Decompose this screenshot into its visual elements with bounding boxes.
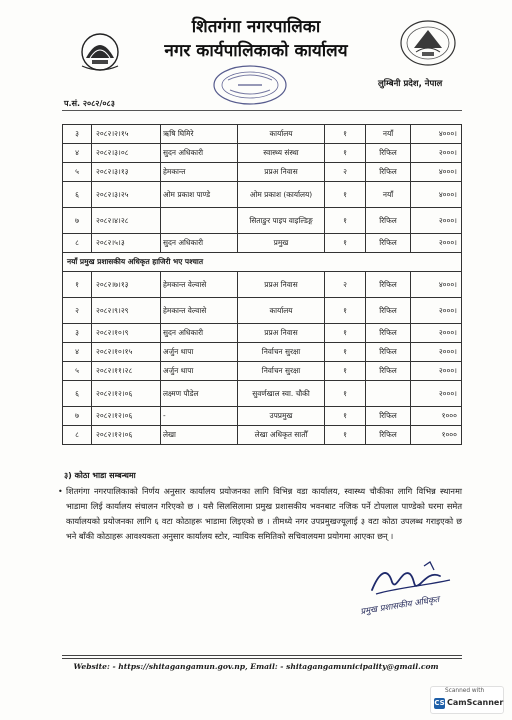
cell-type: रिफिल	[366, 163, 411, 182]
cell-type	[366, 381, 411, 407]
footer-divider	[62, 655, 462, 656]
footer-contact: Website: - https://shitagangamun.gov.np, Email: - shitagangamunicipality@gmail.com	[73, 662, 439, 671]
cell-unit: कार्यालय	[238, 298, 325, 324]
cell-amount: २०००।	[411, 381, 462, 407]
cell-type: रिफिल	[366, 324, 411, 343]
cell-name: सुदन अधिकारी	[161, 144, 238, 163]
cell-serial: २	[63, 298, 92, 324]
table-section-row	[63, 253, 462, 272]
cell-type: नयाँ	[366, 182, 411, 208]
cell-serial: ७	[63, 208, 92, 234]
cell-amount: २०००।	[411, 144, 462, 163]
province-label: लुम्बिनी प्रदेश, नेपाल	[378, 79, 443, 89]
table-row	[63, 381, 462, 407]
cell-amount: २०००।	[411, 343, 462, 362]
cell-quantity: १	[325, 362, 366, 381]
cell-type: रिफिल	[366, 362, 411, 381]
cell-amount: ४०००।	[411, 125, 462, 144]
cell-name: अर्जुन थापा	[161, 343, 238, 362]
table-row	[63, 362, 462, 381]
table-row	[63, 144, 462, 163]
cell-quantity: २	[325, 272, 366, 298]
office-title: नगर कार्यपालिकाको कार्यालय	[164, 41, 348, 61]
cell-unit: प्रप्रअ निवास	[238, 272, 325, 298]
cell-unit: प्रप्रअ निवास	[238, 324, 325, 343]
cell-amount: १०००	[411, 426, 462, 445]
cell-name: सुदन अधिकारी	[161, 324, 238, 343]
cell-amount: २०००।	[411, 208, 462, 234]
section-heading: ३) कोठा भाडा सम्बन्धमा	[64, 471, 136, 480]
cell-date: २०८२।१२।०६	[92, 407, 161, 426]
scanner-brand: CamScanner	[447, 698, 504, 707]
cell-type: रिफिल	[366, 272, 411, 298]
bullet-point: •	[58, 487, 63, 496]
cell-unit: निर्वाचन सुरक्षा	[238, 343, 325, 362]
cell-serial: ६	[63, 381, 92, 407]
cell-serial: ६	[63, 182, 92, 208]
cell-amount: ४०००।	[411, 163, 462, 182]
table-row	[63, 298, 462, 324]
cell-name: अर्जुन थापा	[161, 362, 238, 381]
cell-unit: निर्वाचन सुरक्षा	[238, 362, 325, 381]
table-row	[63, 407, 462, 426]
cell-quantity: १	[325, 343, 366, 362]
cell-serial: ४	[63, 144, 92, 163]
cell-quantity: १	[325, 324, 366, 343]
municipality-title: शितगंगा नगरपालिका	[191, 17, 321, 37]
cell-amount: ४०००।	[411, 272, 462, 298]
cell-date: २०८२।३।२५	[92, 182, 161, 208]
cell-unit: स्वास्थ्य संस्था	[238, 144, 325, 163]
cell-type: रिफिल	[366, 426, 411, 445]
cell-date: २०८२।५।३	[92, 234, 161, 253]
cell-name: -	[161, 407, 238, 426]
cell-serial: ३	[63, 324, 92, 343]
cell-amount: २०००।	[411, 234, 462, 253]
cell-amount: १०००	[411, 407, 462, 426]
cell-date: २०८२।१०।१५	[92, 343, 161, 362]
cell-type: रिफिल	[366, 208, 411, 234]
cell-unit: ओम प्रकाश (कार्यालय)	[238, 182, 325, 208]
table-row	[63, 182, 462, 208]
cell-amount: २०००।	[411, 298, 462, 324]
cell-date: २०८२।१०।९	[92, 324, 161, 343]
cell-quantity: १	[325, 407, 366, 426]
cell-date: २०८२।२।१५	[92, 125, 161, 144]
cell-serial: ५	[63, 163, 92, 182]
cell-quantity: १	[325, 144, 366, 163]
cell-name: सुदन अधिकारी	[161, 234, 238, 253]
cell-name: हेमकान्त वेल्वासे	[161, 272, 238, 298]
cell-name: हेमकान्त	[161, 163, 238, 182]
footer-divider-2	[62, 658, 462, 659]
table-row	[63, 234, 462, 253]
table-row	[63, 343, 462, 362]
table-row	[63, 272, 462, 298]
camscanner-watermark	[430, 686, 504, 714]
cell-date: २०८२।७।१३	[92, 272, 161, 298]
scanner-caption: Scanned with	[445, 688, 485, 694]
table-row	[63, 208, 462, 234]
cell-quantity: १	[325, 298, 366, 324]
cell-type: नयाँ	[366, 125, 411, 144]
cell-amount: २०००।	[411, 324, 462, 343]
cell-unit: उपप्रमुख	[238, 407, 325, 426]
cell-serial: १	[63, 272, 92, 298]
cell-name	[161, 208, 238, 234]
cell-serial: ८	[63, 426, 92, 445]
reference-number: प.सं. २०८२/०८३	[64, 99, 115, 108]
cell-date: २०८२।९।२९	[92, 298, 161, 324]
cell-name: लक्ष्मण पौडेल	[161, 381, 238, 407]
cell-serial: ४	[63, 343, 92, 362]
cell-unit: सिताङुर पाइप वाइल्डिङ्ग	[238, 208, 325, 234]
cell-unit: लेखा अधिकृत सातौँ	[238, 426, 325, 445]
cell-type: रिफिल	[366, 407, 411, 426]
table-row	[63, 163, 462, 182]
table-row	[63, 324, 462, 343]
signatory-designation: प्रमुख प्रशासकीय अधिकृत	[359, 594, 441, 618]
cell-serial: ८	[63, 234, 92, 253]
cell-unit: सुवर्णखाल स्वा. चौकी	[238, 381, 325, 407]
cell-quantity: १	[325, 182, 366, 208]
cell-quantity: १	[325, 234, 366, 253]
handwritten-signature	[366, 560, 456, 600]
cell-type: रिफिल	[366, 343, 411, 362]
header-divider	[62, 110, 462, 111]
camscanner-icon: CS	[434, 699, 445, 707]
cell-type: रिफिल	[366, 234, 411, 253]
cell-type: रिफिल	[366, 144, 411, 163]
table-row	[63, 426, 462, 445]
cell-amount: २०००।	[411, 362, 462, 381]
cell-quantity: २	[325, 163, 366, 182]
cell-serial: ५	[63, 362, 92, 381]
cell-name: ओम प्रकाश पाण्डे	[161, 182, 238, 208]
cell-amount: ४०००।	[411, 182, 462, 208]
expense-table	[62, 124, 462, 445]
cell-serial: ३	[63, 125, 92, 144]
cell-quantity: १	[325, 381, 366, 407]
cell-date: २०८२।११।२८	[92, 362, 161, 381]
table-section-label: नयाँ प्रमुख प्रशासकीय अधिकृत हाजिरी भए पश्चात	[63, 253, 462, 272]
cell-date: २०८२।४।२८	[92, 208, 161, 234]
table-row	[63, 125, 462, 144]
cell-quantity: १	[325, 426, 366, 445]
cell-name: हेमकान्त वेल्वासे	[161, 298, 238, 324]
cell-serial: ७	[63, 407, 92, 426]
cell-date: २०८२।१२।०६	[92, 381, 161, 407]
cell-quantity: १	[325, 208, 366, 234]
cell-name: लेखा	[161, 426, 238, 445]
cell-date: २०८२।३।१३	[92, 163, 161, 182]
cell-name: ऋषि घिमिरे	[161, 125, 238, 144]
cell-type: रिफिल	[366, 298, 411, 324]
office-stamp	[210, 62, 290, 108]
cell-unit: प्रप्रअ निवास	[238, 163, 325, 182]
cell-date: २०८२।१२।०६	[92, 426, 161, 445]
cell-unit: प्रमुख	[238, 234, 325, 253]
cell-quantity: १	[325, 125, 366, 144]
cell-date: २०८२।३।०८	[92, 144, 161, 163]
cell-unit: कार्यालय	[238, 125, 325, 144]
section-paragraph	[58, 484, 462, 544]
paragraph-text: शितगंगा नगरपालिकाको निर्णय अनुसार कार्यालय प्रयोजनका लागि विभिन्न वडा कार्यालय, स्वास्थ्य चौकीका लागि विभिन्न स्थानमा भाडामा लिई कार्यालय संचालन गरिएको छ । यसै सिलसिलामा प्रमुख प्रशासकीय भवनबाट नजिक पर्ने टोपलाल पाण्डेको घरमा समेत कार्यालयको प्रयोजनका लागि ६ वटा कोठाहरू भाडामा लिइएको छ । तीमध्ये नगर उपप्रमुखज्यूलाई ३ वटा कोठा उपलब्ध गराइएको छ भने बाँकी कोठाहरू आवश्यकता अनुसार कार्यालय स्टोर, न्यायिक समितिको सचिवालयमा प्रयोगमा आएका छन् ।	[66, 486, 462, 541]
